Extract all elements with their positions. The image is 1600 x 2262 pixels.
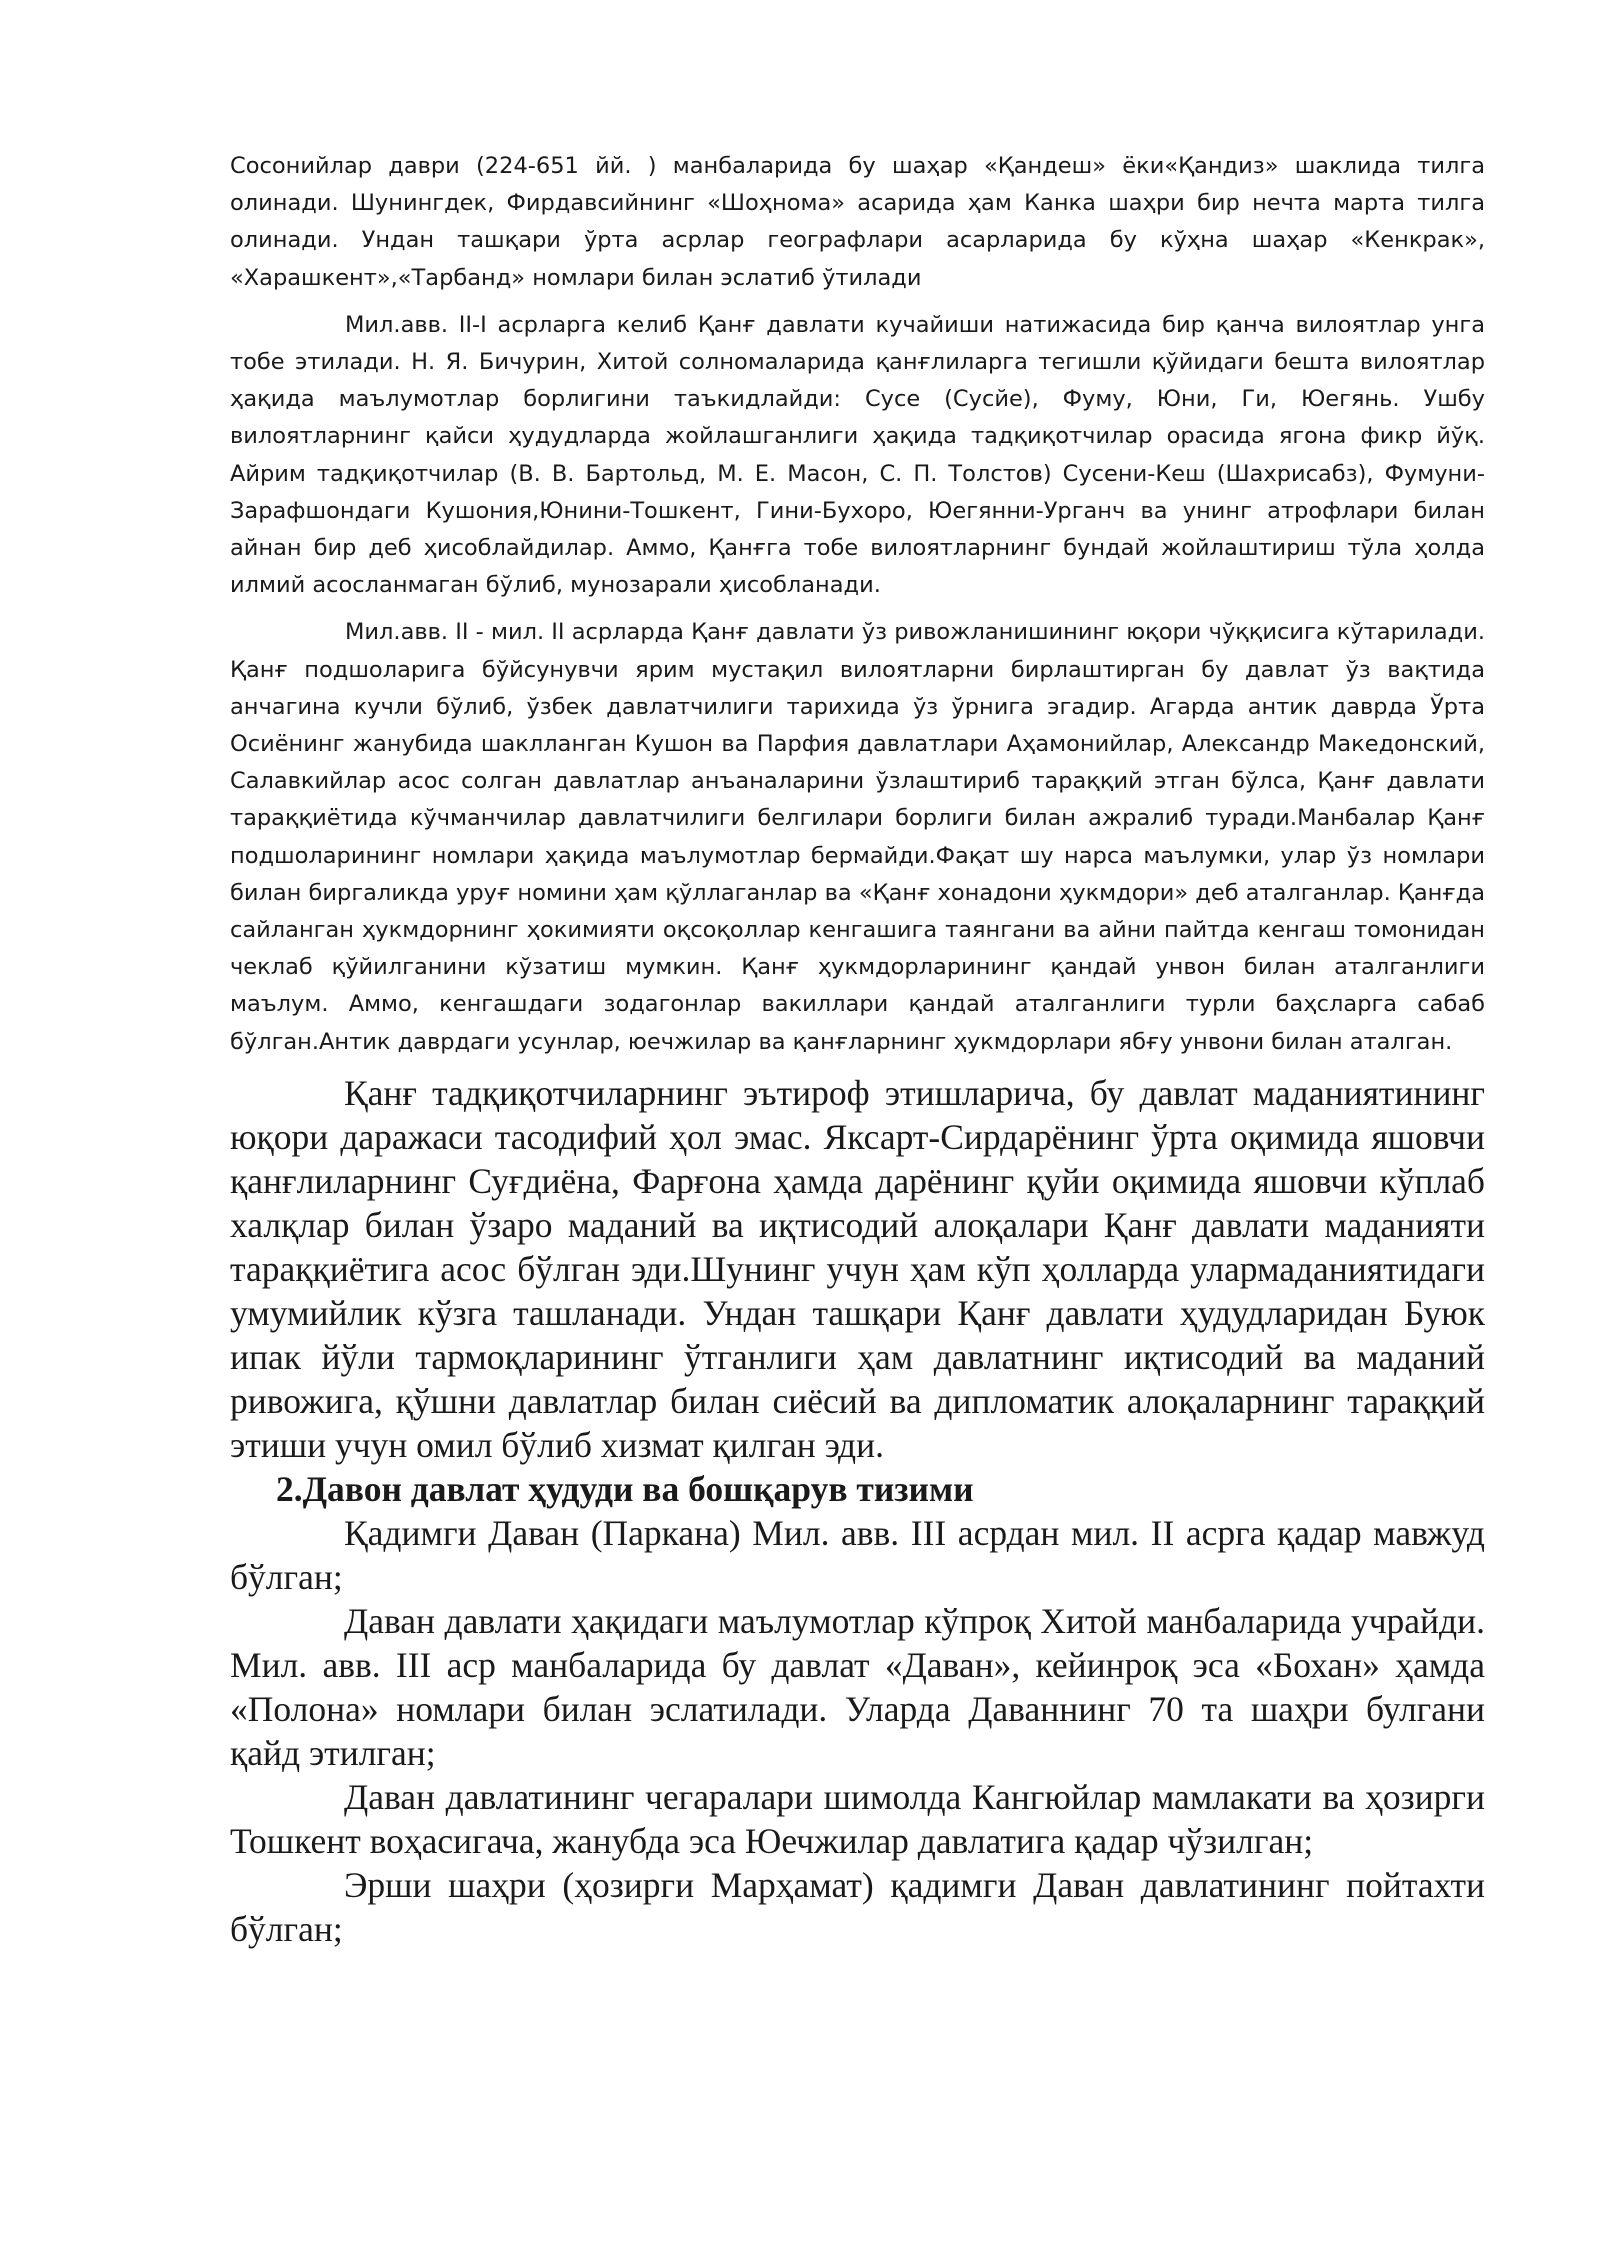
paragraph-davan-capital: Эрши шаҳри (ҳозирги Марҳамат) қадимги Даван давлатининг пойтахти бўлган;: [230, 1864, 1485, 1949]
paragraph-davan-sources: Даван давлати ҳақидаги маълумотлар кўпроқ Хитой манбаларида учрайди. Мил. авв. III аср манбаларида бу давлат «Даван», кейинроқ эса «Бохан» ҳамда «Полона» номлари билан эслатилади. Уларда Даваннинг 70 та шаҳри булгани қайд этилган;: [230, 1600, 1485, 1773]
document-page: [230, 148, 1485, 1951]
paragraph-davan-ancient: Қадимги Даван (Паркана) Мил. авв. III асрдан мил. II асрга қадар мавжуд бўлган;: [230, 1512, 1485, 1597]
paragraph-sosoniylar: Сосонийлар даври (224-651 йй. ) манбаларида бу шаҳар «Қандеш» ёки«Қандиз» шаклида тилга олинади. Шунингдек, Фирдавсийнинг «Шоҳнома» асарида ҳам Канка шаҳри бир нечта марта тилга олинади. Ундан ташқари ўрта асрлар географлари асарларида бу кўҳна шаҳар «Кенкрак», «Харашкент»,«Тарбанд» номлари билан эслатиб ўтилади: [230, 153, 1485, 291]
paragraph-kang-peak: Мил.авв. II - мил. II асрларда Қанғ давлати ўз ривожланишининг юқори чўққисига кўтарилади. Қанғ подшоларига бўйсунувчи ярим мустақил вилоятларни бирлаштирган бу давлат ўз вақтида анчагина кучли бўлиб, ўзбек давлатчилиги тарихида ўз ўрнига эгадир. Агарда антик даврда Ўрта Осиёнинг жанубида шаклланган Кушон ва Парфия давлатлари Аҳамонийлар, Александр Македонский, Салавкийлар асос солган давлатлар анъаналарини ўзлаштириб тараққий этган бўлса, Қанғ давлати тараққиётида кўчманчилар давлатчилиги белгилари борлиги билан ажралиб туради.Манбалар Қанғ подшоларининг номлари ҳақида маълумотлар бермайди.Фақат шу нарса маълумки, улар ўз номлари билан биргаликда уруғ номини ҳам қўллаганлар ва «Қанғ хонадони ҳукмдори» деб аталганлар. Қанғда сайланган ҳукмдорнинг ҳокимияти оқсоқоллар кенгашига таянгани ва айни пайтда кенгаш томонидан чеклаб қўйилганини кўзатиш мумкин. Қанғ ҳукмдорларининг қандай унвон билан аталганлиги маълум. Аммо, кенгашдаги зодагонлар вакиллари қандай аталганлиги турли баҳсларга сабаб бўлган.Антик даврдаги усунлар, юечжилар ва қанғларнинг ҳукмдорлари ябғу унвони билан аталган.: [230, 619, 1485, 1055]
paragraph-kang-provinces: Мил.авв. II-I асрларга келиб Қанғ давлати кучайиши натижасида бир қанча вилоятлар унга тобе этилади. Н. Я. Бичурин, Хитой солномаларида қанғлиларга тегишли қўйидаги бешта вилоятлар ҳақида маълумотлар борлигини таъкидлайди: Сусе (Сусйе), Фуму, Юни, Ги, Юегянь. Ушбу вилоятларнинг қайси ҳудудларда жойлашганлиги ҳақида тадқиқотчилар орасида ягона фикр йўқ. Айрим тадқиқотчилар (В. В. Бартольд, М. Е. Масон, С. П. Толстов) Сусени-Кеш (Шахрисабз), Фумуни-Зарафшондаги Кушония,Юнини-Тошкент, Гини-Бухоро, Юегянни-Урганч ва унинг атрофлари билан айнан бир деб ҳисоблайдилар. Аммо, Қанғга тобе вилоятларнинг бундай жойлаштириш тўла ҳолда илмий асосланмаган бўлиб, мунозарали ҳисобланади.: [230, 311, 1485, 599]
section-heading: 2.Давон давлат ҳудуди ва бошқарув тизими: [276, 1468, 974, 1509]
paragraph-davan-borders: Даван давлатининг чегаралари шимолда Кангюйлар мамлакати ва ҳозирги Тошкент воҳасигача, жанубда эса Юечжилар давлатига қадар чўзилган;: [230, 1776, 1485, 1861]
paragraph-kang-culture: Қанғ тадқиқотчиларнинг эътироф этишларича, бу давлат маданиятининг юқори даражаси тасодифий ҳол эмас. Яксарт-Сирдарёнинг ўрта оқимида яшовчи қанғлиларнинг Суғдиёна, Фарғона ҳамда дарёнинг қуйи оқимида яшовчи кўплаб халқлар билан ўзаро маданий ва иқтисодий алоқалари Қанғ давлати маданияти тараққиётига асос бўлган эди.Шунинг учун ҳам кўп ҳолларда улармаданиятидаги умумийлик кўзга ташланади. Ундан ташқари Қанғ давлати ҳудудларидан Буюк ипак йўли тармоқларининг ўтганлиги ҳам давлатнинг иқтисодий ва маданий ривожига, қўшни давлатлар билан сиёсий ва дипломатик алоқаларнинг тараққий этиши учун омил бўлиб хизмат қилган эди.: [230, 1072, 1485, 1465]
